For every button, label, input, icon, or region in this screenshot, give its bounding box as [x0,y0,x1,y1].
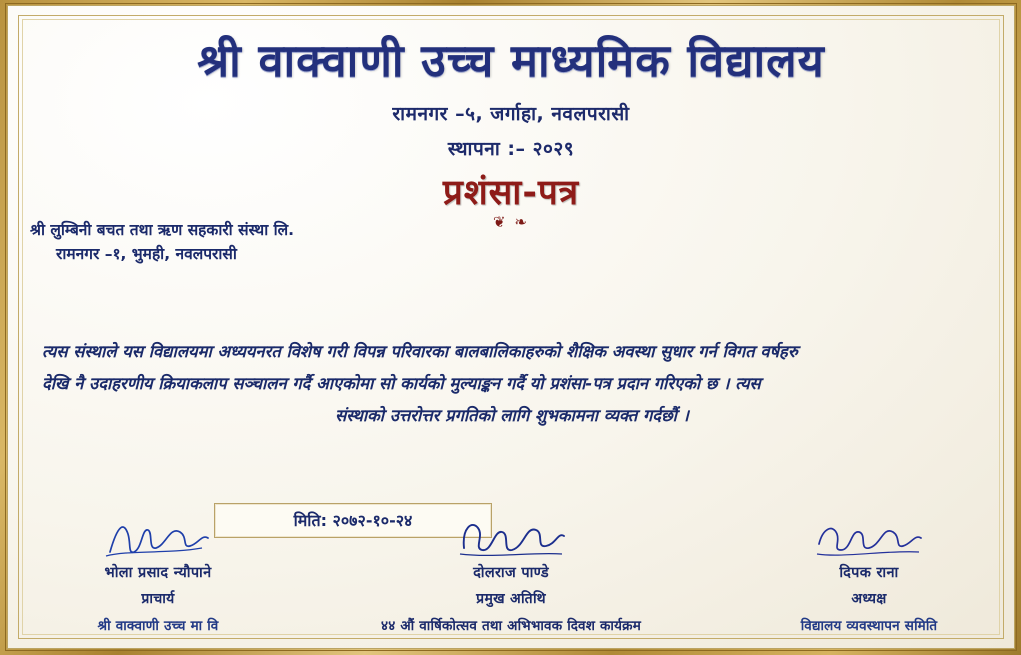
signature-role: अध्यक्ष [851,591,887,607]
addressee-line-2: रामनगर –१, भुमही, नवलपरासी [56,245,237,264]
flourish-ornament-icon: ❦ ❧ [493,213,529,232]
school-name-heading: श्री वाक्वाणी उच्च माध्यमिक विद्यालय [197,34,825,87]
body-line-2: देखि नै उदाहरणीय क्रियाकलाप सञ्चालन गर्दै आएकोमा सो कार्यको मुल्याङ्कन गर्दै यो प्रशंसा-पत्र प्रदान गरिएको छ । त्यस [42,374,761,394]
signature-block-principal [28,514,288,634]
signature-organization: ४४ औं वार्षिकोत्सव तथा अभिभावक दिवश कार्यक्रम [381,618,641,634]
addressee-block [30,218,450,266]
signature-block-chairperson [744,514,994,634]
signature-role: प्रमुख अतिथि [476,591,546,607]
signature-organization: श्री वाक्वाणी उच्च मा वि [97,618,219,634]
certificate-paper [7,5,1015,649]
body-line-1: त्यस संस्थाले यस विद्यालयमा अध्ययनरत विशेष गरी विपन्न परिवारका बालबालिकाहरुको शैक्षिक अवस्था सुधार गर्न विगत वर्षहरु [42,342,798,361]
signature-block-chief-guest [341,514,681,634]
addressee-line-1: श्री लुम्बिनी बचत तथा ऋण सहकारी संस्था लि. [30,221,295,239]
certificate-body [42,336,982,433]
established-year: स्थापना :– २०२९ [447,138,575,161]
handwritten-signature-icon [28,514,288,560]
signature-name: दिपक राना [839,565,899,581]
signature-organization: विद्यालय व्यवस्थापन समिति [800,618,938,634]
handwritten-signature-icon [341,514,681,560]
school-address: रामनगर –५, जर्गाहा, नवलपरासी [392,103,630,126]
signature-name: दोलराज पाण्डे [473,565,549,581]
body-line-3: संस्थाको उत्तरोत्तर प्रगतिको लागि शुभकामना व्यक्त गर्दछौं । [335,406,689,426]
signature-name: भोला प्रसाद न्यौपाने [104,565,212,581]
certificate-title: प्रशंसा-पत्र [442,173,580,214]
signature-role: प्राचार्य [141,591,175,607]
issue-date: मिति: २०७२-१०-२४ [214,503,492,538]
handwritten-signature-icon [744,514,994,560]
